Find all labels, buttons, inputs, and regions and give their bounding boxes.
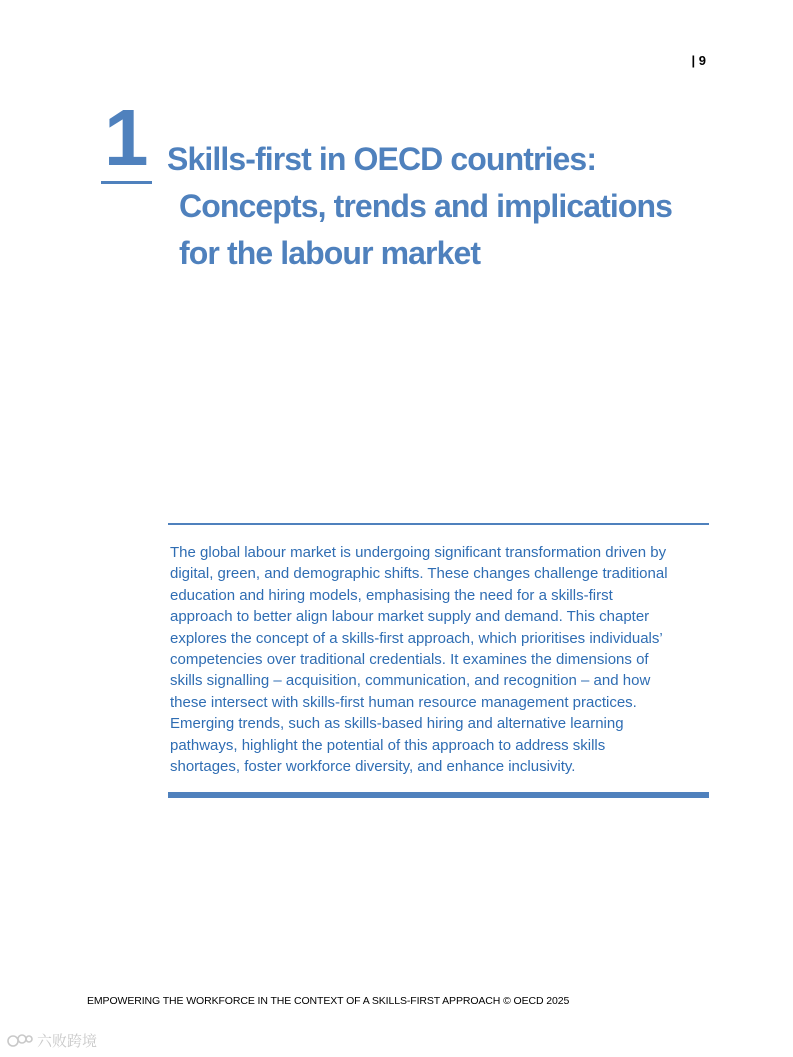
abstract-line: approach to better align labour market supply and demand. This chapter (170, 608, 650, 626)
page-number: | 9 (691, 53, 706, 68)
chapter-abstract (170, 542, 715, 777)
abstract-line: explores the concept of a skills-first approach, which prioritises individuals’ (170, 629, 663, 647)
watermark-text: 六败跨境 (37, 1032, 98, 1050)
abstract-line: these intersect with skills-first human resource management practices. (170, 693, 637, 711)
page-footer: EMPOWERING THE WORKFORCE IN THE CONTEXT OF A SKILLS-FIRST APPROACH © OECD 2025 (87, 995, 570, 1007)
abstract-bottom-rule (168, 792, 709, 798)
abstract-line: competencies over traditional credentials. It examines the dimensions of (170, 651, 649, 669)
chapter-title-line: Concepts, trends and implications (179, 188, 673, 224)
watermark-logo-icon (6, 1031, 34, 1051)
abstract-line: digital, green, and demographic shifts. These changes challenge traditional (170, 565, 668, 583)
abstract-line: skills signalling – acquisition, communication, and recognition – and how (170, 672, 651, 690)
chapter-title-line: for the labour market (179, 235, 481, 271)
watermark (6, 1030, 97, 1051)
abstract-line: Emerging trends, such as skills-based hiring and alternative learning (170, 715, 624, 733)
abstract-line: pathways, highlight the potential of this approach to address skills (170, 736, 606, 754)
chapter-title-line: Skills-first in OECD countries: (167, 141, 597, 177)
abstract-line: The global labour market is undergoing significant transformation driven by (170, 544, 667, 561)
abstract-line: shortages, foster workforce diversity, and enhance inclusivity. (170, 758, 576, 776)
abstract-line: education and hiring models, emphasising the need for a skills-first (170, 586, 613, 604)
chapter-title (167, 136, 727, 277)
abstract-top-rule (168, 523, 709, 525)
chapter-number: 1 (101, 95, 152, 184)
